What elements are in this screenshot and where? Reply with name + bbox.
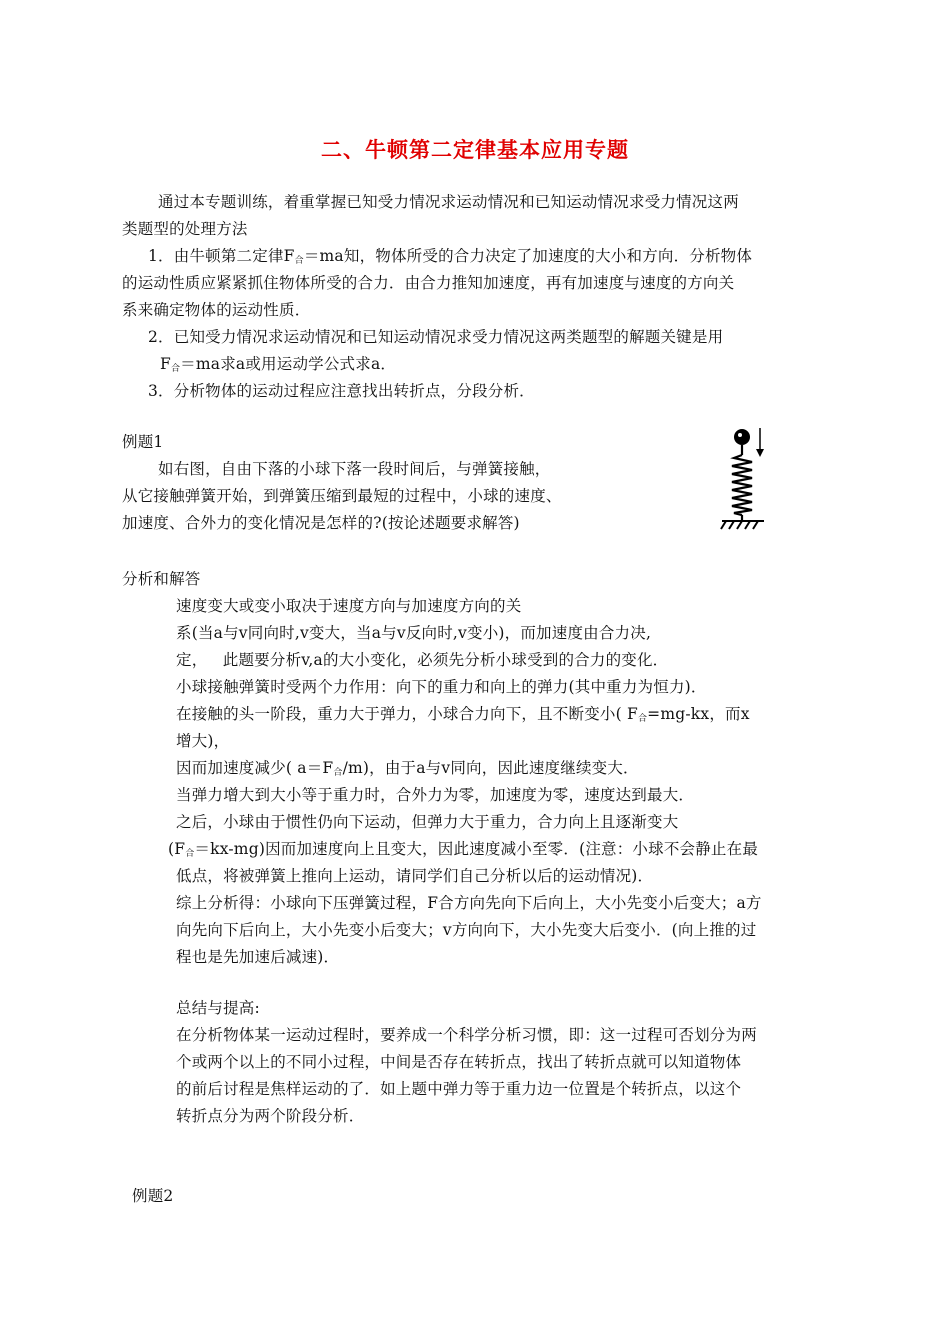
ball (734, 429, 750, 445)
analysis-line: 增大)， (176, 732, 230, 750)
example1-question: 从它接触弹簧开始，到弹簧压缩到最短的过程中，小球的速度、 (122, 487, 562, 505)
list-item-1-cont: 系来确定物体的运动性质． (122, 301, 311, 319)
analysis-line: 小球接触弹簧时受两个力作用：向下的重力和向上的弹力(其中重力为恒力)． (176, 678, 707, 696)
ground-support (721, 521, 764, 529)
analysis-line: 之后，小球由于惯性仍向下运动，但弹力大于重力，合力向上且逐渐变大 (176, 813, 679, 831)
example1-question: 如右图，自由下落的小球下落一段时间后，与弹簧接触， (158, 460, 551, 478)
example2-heading: 例题2 (132, 1187, 174, 1205)
intro-line: 类题型的处理方法 (122, 220, 248, 238)
analysis-line: 低点，将被弹簧上推向上运动，请同学们自己分析以后的运动情况)． (176, 867, 654, 885)
page-title: 二、牛顿第二定律基本应用专题 (321, 138, 629, 162)
example1-question: 加速度、合外力的变化情况是怎样的?(按论述题要求解答) (122, 514, 520, 532)
list-item-1-cont: 的运动性质应紧紧抓住物体所受的合力．由合力推知加速度，再有加速度与速度的方向关 (122, 274, 735, 292)
list-item-1: 1．由牛顿第二定律$F_合=ma$知，物体所受的合力决定了加速度的大小和方向．分析物体 (148, 247, 753, 266)
example1-heading: 例题1 (122, 433, 164, 451)
analysis-line: 程也是先加速后减速)． (176, 948, 340, 966)
analysis-line: 在接触的头一阶段，重力大于弹力，小球合力向下，且不断变小( $F_合=mg-kx$，而x (176, 705, 750, 724)
summary-line: 在分析物体某一运动过程时，要养成一个科学分析习惯，即：这一过程可否划分为两 (176, 1026, 757, 1044)
summary-line: 转折点分为两个阶段分析． (176, 1107, 365, 1125)
summary-heading: 总结与提高: (176, 999, 260, 1017)
analysis-heading: 分析和解答 (122, 570, 201, 588)
summary-line: 的前后讨程是焦样运动的了．如上题中弹力等于重力边一位置是个转折点，以这个 (176, 1080, 742, 1098)
ball-highlight (738, 433, 742, 437)
list-item-3: 3．分析物体的运动过程应注意找出转折点，分段分析． (148, 382, 535, 400)
analysis-line: 综上分析得：小球向下压弹簧过程，F合方向先向下后向上，大小先变小后变大；a方 (176, 894, 762, 912)
analysis-line: $(F_合=kx-mg)$因而加速度向上且变大，因此速度减小至零．(注意：小球不会静止在最 (168, 840, 759, 859)
analysis-line: 因而加速度减少( $a=F_合/m$)，由于a与v同向，因此速度继续变大． (176, 759, 639, 778)
analysis-line: 系(当a与v同向时,v变大，当a与v反向时,v变小)，而加速度由合力决, (176, 624, 652, 642)
summary-line: 个或两个以上的不同小过程，中间是否存在转折点，找出了转折点就可以知道物体 (176, 1053, 742, 1071)
analysis-line: 当弹力增大到大小等于重力时，合外力为零，加速度为零，速度达到最大． (176, 786, 695, 804)
down-arrow-icon (756, 428, 764, 457)
ball-spring-figure (716, 425, 776, 535)
intro-line: 通过本专题训练，着重掌握已知受力情况求运动情况和已知运动情况求受力情况这两 (158, 193, 739, 211)
analysis-line: 向先向下后向上，大小先变小后变大；v方向向下，大小先变大后变小．(向上推的过 (176, 921, 757, 939)
analysis-line: 速度变大或变小取决于速度方向与加速度方向的关 (176, 597, 522, 615)
list-item-2: 2．已知受力情况求运动情况和已知运动情况求受力情况这两类题型的解题关键是用 (148, 328, 724, 346)
list-item-2-cont: $F_合=ma$求a或用运动学公式求a． (160, 355, 397, 374)
analysis-line: 定， 此题要分析v,a的大小变化，必须先分析小球受到的合力的变化． (176, 651, 669, 669)
spring (732, 445, 752, 520)
